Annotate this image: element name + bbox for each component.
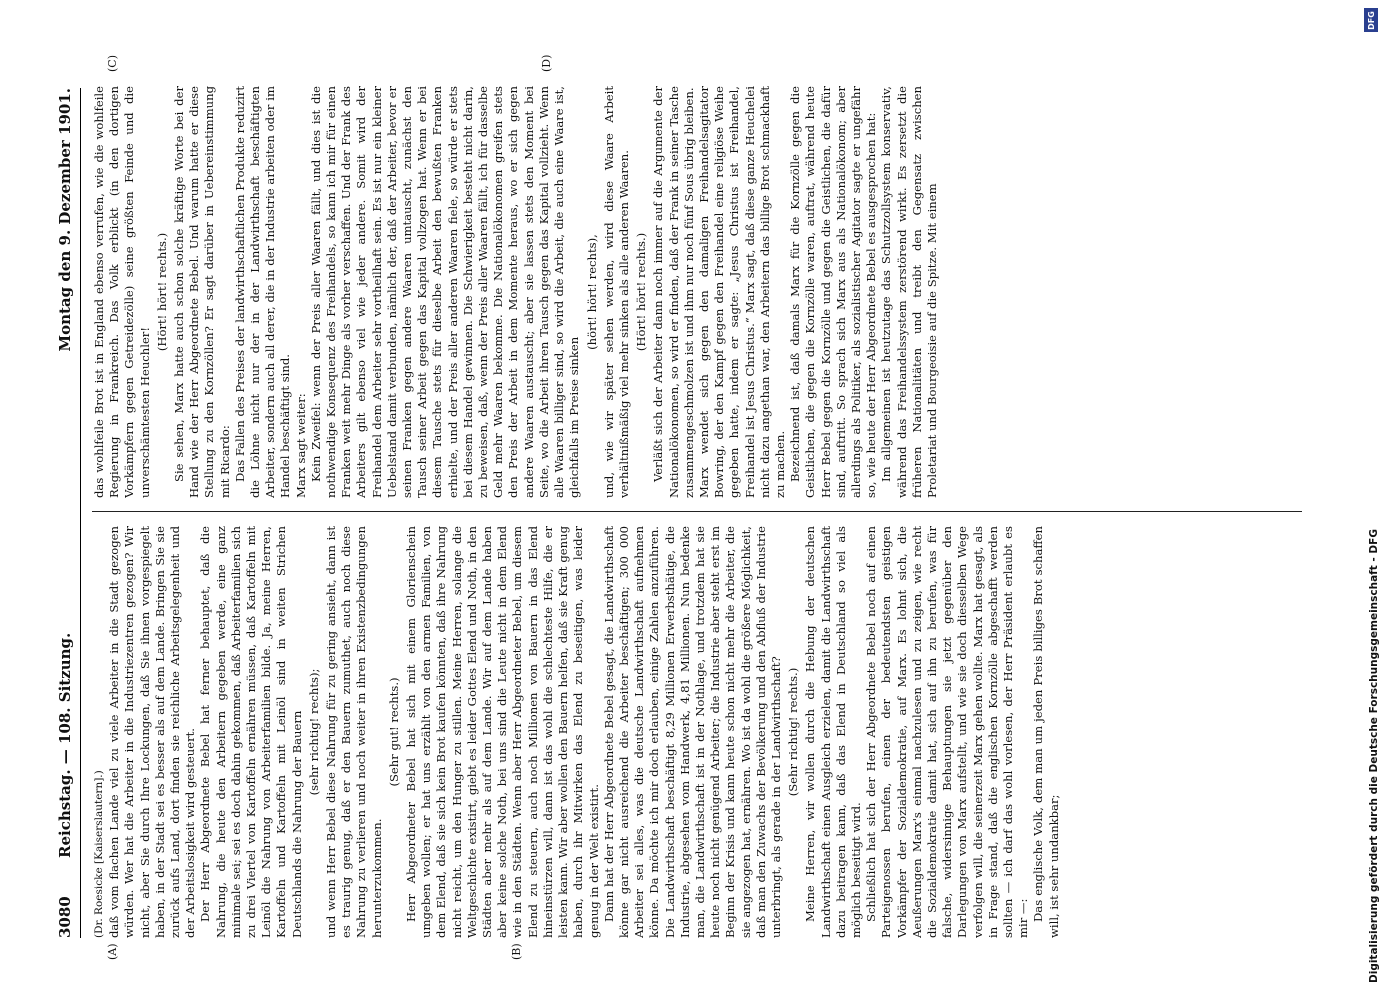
column-divider — [92, 511, 1302, 512]
header-session: Reichstag. — 108. Sitzung. — [56, 632, 74, 858]
quote-paragraph: Verläßt sich der Arbeiter dann noch immer auf die Argumente der Nationalökonomen, so wird er finden, daß der Frank in seiner Tasche zusammengeschmolzen ist und ihm nur noch fünf Sous übrig bleiben. — [651, 86, 696, 498]
quote-paragraph: Das englische Volk, dem man um jeden Preis billiges Brot schaffen will, ist sehr undankbar; — [1031, 526, 1061, 938]
dfg-logo: DFG — [1364, 8, 1378, 32]
quote-paragraph: und, wie wir später sehen werden, wird diese Waare Arbeit verhältnißmäßig viel mehr sinken als alle anderen Waaren. — [601, 86, 631, 498]
page-number: 3080 — [56, 896, 74, 938]
paragraph: Bezeichnend ist, daß damals Marx für die Kornzölle gegen die Geistlichen, die gegen die Kornzölle waren, auftrat, während heute Herr Bebel gegen die Kornzölle und gegen die Geistlichen, die dafür sind, auftritt. So sprach sich Marx aus als Nationalökonom; aber allerdings als Politiker, als sozialistischer Agitator sagte er ungefähr so, wie heute der Herr Abgeordnete Bebel es ausgesprochen hat: — [788, 86, 879, 498]
paragraph: Marx sagt weiter: — [293, 393, 308, 498]
margin-mark-c: (C) — [106, 55, 119, 72]
quote-paragraph: Kein Zweifel: wenn der Preis aller Waaren fällt, und dies ist die nothwendige Konsequenz des Freihandels, so kann ich mir für einen Franken weit mehr Dinge als vorher verschaffen. Und der Frank des Arbeiters gilt ebenso viel wie jeder andere. Somit wird der Freihandel dem Arbeiter sehr vortheilhaft sein. Es ist nur ein kleiner Uebelstand damit verbunden, nämlich der, daß der Arbeiter, bevor er seinen Franken gegen andere Waaren umtauscht, zunächst den Tausch seiner Arbeit gegen das Kapital vollzogen hat. Wenn er bei diesem Tausche stets für dieselbe Arbeit den bewußten Franken erhielte, und der Preis aller anderen Waaren fiele, so würde er stets bei diesem Handel gewinnen. Die Schwierigkeit besteht nicht darin, zu beweisen, daß, wenn der Preis aller Waaren fällt, ich für dasselbe Geld mehr Waaren bekomme. Die Nationalökonomen greifen stets den Preis der Arbeit in dem Momente heraus, wo er sich gegen andere Waaren austauscht; aber sie lassen stets den Moment bei Seite, wo die Arbeit ihren Tausch gegen das Kapital vollzieht. Wenn alle Waaren billiger sind, so wird die Arbeit, die auch eine Waare ist, gleichfalls im Preise sinken — [308, 86, 582, 498]
funding-sidebar — [1355, 8, 1381, 992]
paragraph: Herr Abgeordneter Bebel hat sich mit einem Glorienschein umgeben wollen; er hat uns erzählt von den armen Familien, von dem Elend, daß sie sich kein Brot kaufen könnten, daß ihre Nahrung nicht reicht, um den Hunger zu stillen. Meine Herren, solange die Weltgeschichte existirt, giebt es leider Gottes Elend und Noth, in den Städten aber mehr als auf dem Lande. Wir auf dem Lande haben aber keine solche Noth, bei uns sind die Leute nicht in dem Elend wie in den Städten. Wenn aber Herr Abgeordneter Bebel, um diesem Elend zu steuern, auch noch Millionen von Bauern in das Elend hineinstürzen will, dann ist das wohl die schlechteste Hilfe, die er leisten kann. Wir aber wollen den Bauern helfen, daß sie Kraft genug haben, durch ihr Mitwirken das Elend zu beseitigen, was leider genug in der Welt existirt. — [404, 526, 601, 938]
paragraph: Meine Herren, wir wollen durch die Hebung der deutschen Landwirthschaft einen Ausgleich erzielen, damit die Landwirthschaft dazu beitragen kann, daß das Elend in Deutschland so viel als möglich beseitigt wird. — [803, 526, 863, 938]
quote-paragraph: Das Fallen des Preises der landwirthschaftlichen Produkte reduzirt die Löhne nicht nur der in der Landwirthschaft beschäftigten Arbeiter, sondern auch all derer, die in der Industrie arbeiten oder im Handel beschäftigt sind. — [232, 86, 293, 498]
paragraph: Der Herr Abgeordnete Bebel hat ferner behauptet, daß die Nahrung, die heute den Arbeitern gegeben werde, eine ganz minimale sei; sei es doch dahin gekommen, daß Arbeiterfamilien sich zu drei Viertel von Kartoffeln ernähren müssen, daß Kartoffeln mit Leinöl die Nahrung von Arbeiterfamilien bilde. Ja, meine Herren, Kartoffeln und Kartoffeln mit Leinöl sind in weiten Strichen Deutschlands die Nahrung der Bauern — [198, 526, 304, 938]
margin-mark-b: (B) — [510, 943, 523, 960]
interjection: (Hört! hört! rechts.) — [634, 232, 649, 352]
text-column-left — [92, 526, 1292, 938]
page-header — [56, 88, 81, 938]
text-column-right — [92, 86, 1292, 498]
paragraph: Schließlich hat sich der Herr Abgeordnete Bebel noch auf einen Parteigenossen berufen, einen der bedeutendsten geistigen Vorkämpfer der Sozialdemokratie, auf Marx. Es lohnt sich, die Aeußerungen Marx's einmal nachzulesen und zu zeigen, wie recht die Sozialdemokratie damit hat, sich auf ihn zu berufen, was für falsche, widersinnige Behauptungen sie jetzt gegenüber den Darlegungen von Marx aufstellt, und wie sie doch diesselben Wege verfolgen will, die seinerzeit Marx gehen wollte. Marx hat gesagt, als in Frage stand, daß die englischen Kornzölle abgeschafft werden sollten — ich darf das wohl vorlesen, der Herr Präsident erlaubt es mir —: — [864, 526, 1031, 938]
paragraph: Sie sehen, Marx hatte auch schon solche kräftige Worte bei der Hand wie der Herr Abgeordnete Bebel. Und warum hatte er diese Stellung zu den Kornzöllen? Er sagt darüber in Uebereinstimmung mit Ricardo: — [172, 86, 232, 498]
funding-notice: Digitalisierung gefördert durch die Deutsche Forschungsgemeinschaft - DFG — [1368, 529, 1380, 983]
speaker-line: (Dr. Roesicke [Kaiserslautern].) — [93, 770, 105, 938]
header-date: Montag den 9. Dezember 1901. — [56, 88, 74, 352]
interjection: (hört! hört! rechts), — [584, 234, 599, 350]
interjection: (Sehr richtig! rechts.) — [786, 667, 801, 797]
quote-paragraph: das wohlfeile Brot ist in England ebenso verrufen, wie die wohlfeile Regierung in Frankreich. Das Volk erblickt (in den dortigen Vorkämpfern gegen Getreidezölle) seine größten Feinde und die unverschämtesten Heuchler! — [92, 86, 152, 498]
interjection: (sehr richtig! rechts); — [306, 668, 321, 796]
paragraph: Dann hat der Herr Abgeordnete Bebel gesagt, die Landwirthschaft könne gar nicht ausreichend die Arbeiter beschäftigen; 300 000 Arbeiter sei alles, was die deutsche Landwirthschaft aufnehmen könne. Da möchte ich mir doch erlauben, einige Zahlen anzuführen. Die Landwirthschaft beschäftigt 8,29 Millionen Erwerbsthätige, die Industrie, abgesehen vom Handwerk, 4,81 Millionen. Nun bedenke man, die Landwirthschaft ist in der Nothlage, und trotzdem hat sie heute noch nicht genügend Arbeiter; die Industrie aber steht erst im Beginn der Krisis und kann heute schon nicht mehr die Arbeiter, die sie angezogen hat, ernähren. Wo ist da wohl die größere Möglichkeit, daß man den Zuwachs der Bevölkerung und den Abfluß der Industrie unterbringt, als gerade in der Landwirthschaft? — [601, 526, 783, 938]
interjection: (Hört! hört! rechts.) — [154, 232, 169, 352]
margin-mark-a: (A) — [106, 943, 119, 960]
quote-paragraph: Im allgemeinen ist heutzutage das Schutzzollsystem konservativ, während das Freihandelssystem zerstörend wirkt. Es zersetzt die früheren Nationalitäten und treibt den Gegensatz zwischen Proletariat und Bourgeoisie auf die Spitze. Mit einem — [879, 86, 939, 498]
paragraph: Marx wendet sich gegen den damaligen Freihandelsagitator Bowring, der den Kampf gegen den Freihandel eine religiöse Weihe gegeben hatte, indem er sagte: „Jesus Christus ist Freihandel, Freihandel ist Jesus Christus.“ Marx sagt, daß diese ganze Heuchelei nicht dazu angethan war, den Arbeitern das billige Brot schmackhaft zu machen. — [696, 86, 787, 498]
margin-mark-d: (D) — [540, 54, 553, 72]
paragraph: und wenn Herr Bebel diese Nahrung für zu gering ansieht, dann ist es traurig genug, daß er den Bauern zumuthet, auch noch diese Nahrung zu verlieren und noch weiter in ihren Existenzbedingungen herunterzukommen. — [324, 526, 384, 938]
paragraph: daß vom flachen Lande viel zu viele Arbeiter in die Stadt gezogen würden. Wer hat die Arbeiter in die Industriezentren gezogen? Wir nicht, aber Sie durch Ihre Lockungen, daß Sie ihnen vorgespiegelt haben, in der Stadt sei es besser als auf dem Lande. Bringen Sie sie zurück aufs Land, dort finden sie reichliche Arbeitsgelegenheit und der Arbeitslosigkeit wird gesteuert. — [107, 526, 198, 938]
interjection: (Sehr gut! rechts.) — [386, 677, 401, 787]
